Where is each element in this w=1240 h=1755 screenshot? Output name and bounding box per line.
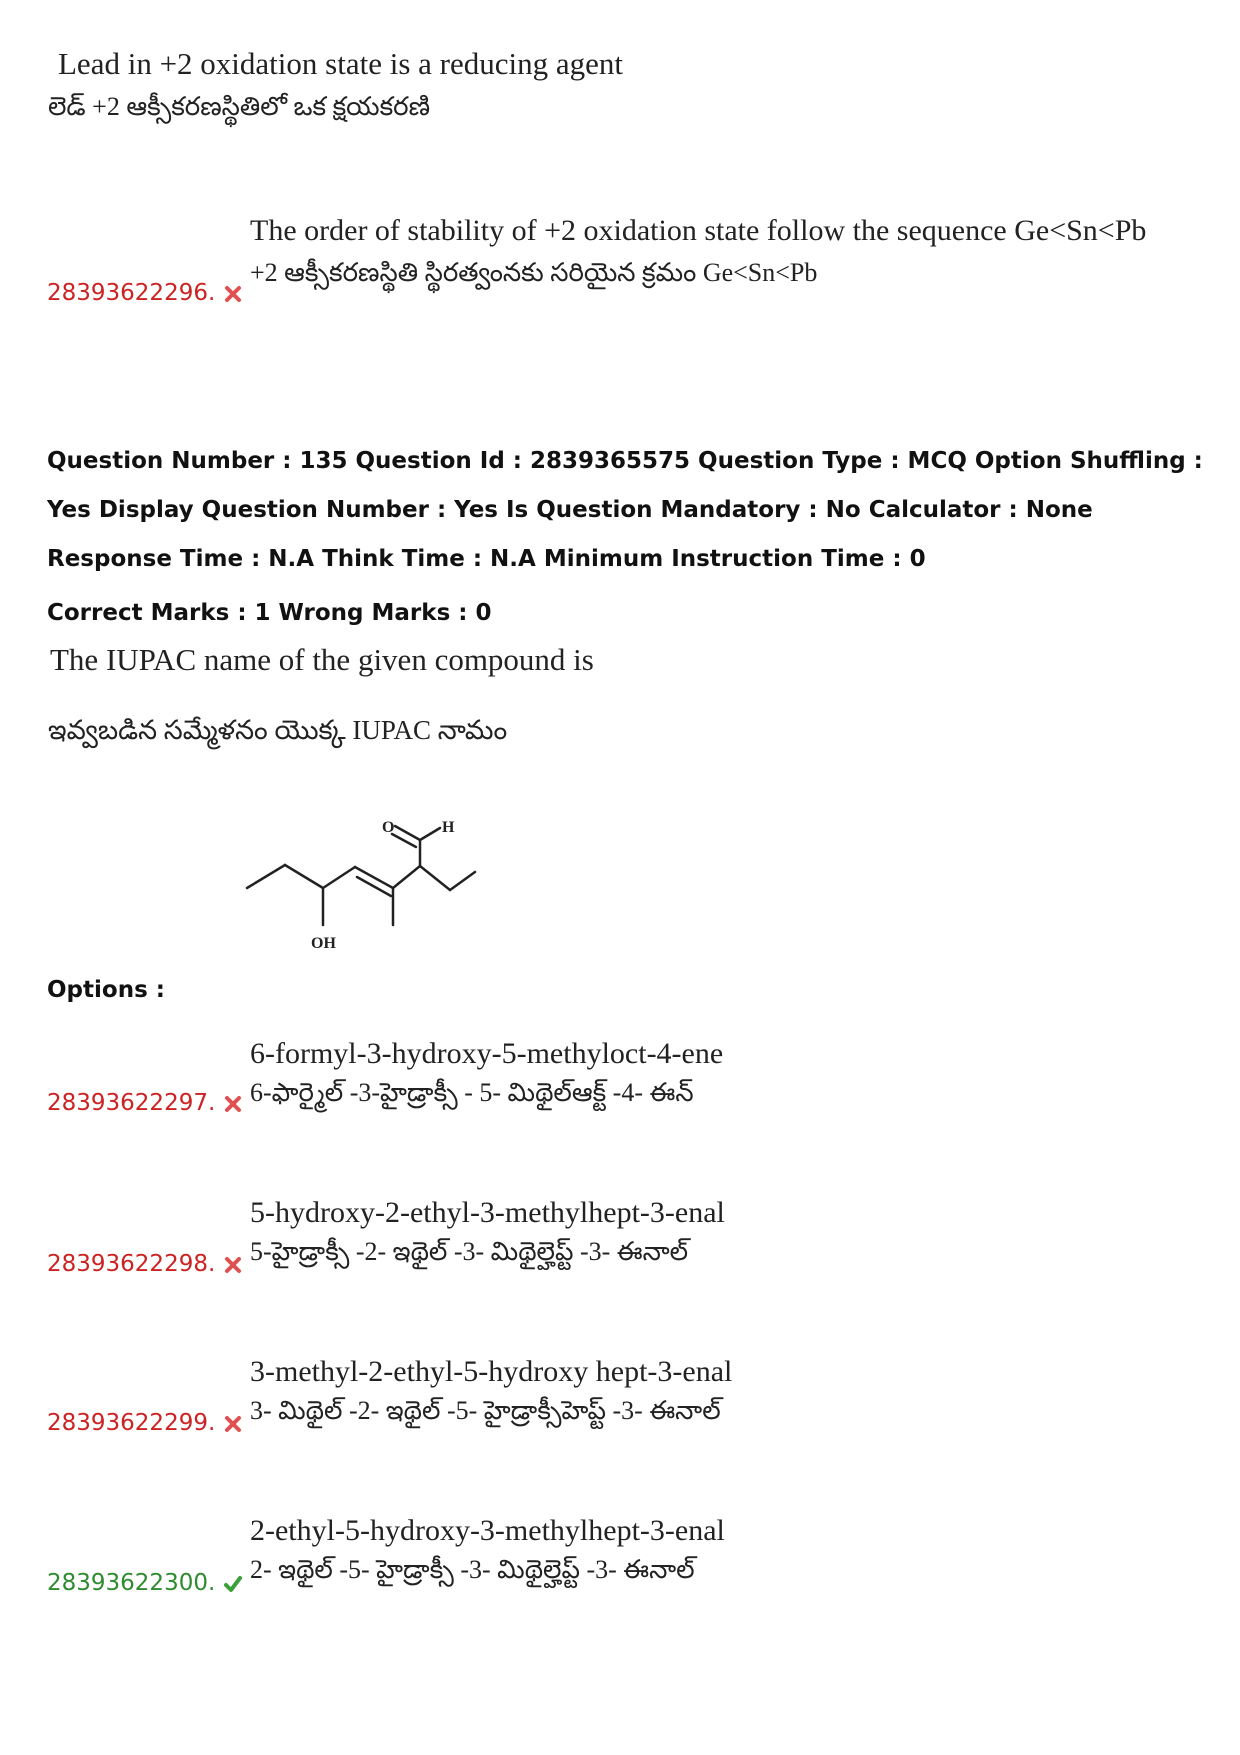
bond-c3-c2	[393, 866, 420, 888]
hydroxyl-label: OH	[311, 935, 336, 952]
previous-option-text-en: Lead in +2 oxidation state is a reducing agent	[58, 46, 623, 81]
option-4-text-en: 2-ethyl-5-hydroxy-3-methylhept-3-enal	[250, 1514, 725, 1547]
previous-option-d-id	[47, 280, 243, 306]
option-3-text-te: 3- మిథైల్ -2- ఇథైల్ -5- హైడ్రాక్సీహెప్ట్ -3- ఈనాల్	[250, 1396, 721, 1425]
hydrogen-label: H	[442, 819, 455, 836]
bond-c1-h	[420, 828, 440, 840]
option-3-id	[47, 1410, 243, 1436]
question-meta: Question Number : 135 Question Id : 2839365575 Question Type : MCQ Option Shuffling : Yes Display Question Number : Yes Is Question Mandatory : No Calculator : None Response Time : N.A Think Time : N.A Minimum Instruction Time : 0	[47, 448, 1203, 572]
bond-c6-c5	[285, 865, 323, 888]
question-text-en: The IUPAC name of the given compound is	[50, 642, 594, 677]
option-1-id	[47, 1090, 243, 1116]
option-id-text: 28393622298.	[47, 1251, 216, 1277]
option-id-text: 28393622300.	[47, 1570, 216, 1596]
bond-c2-ethyl-a	[420, 866, 450, 890]
bond-c7-c6	[247, 865, 285, 888]
wrong-cross-icon	[223, 1255, 243, 1275]
wrong-cross-icon	[223, 1094, 243, 1114]
option-1-text-en: 6-formyl-3-hydroxy-5-methyloct-4-ene	[250, 1037, 724, 1070]
wrong-cross-icon	[223, 1414, 243, 1434]
bond-c5-c4	[323, 867, 355, 888]
wrong-cross-icon	[223, 284, 243, 304]
option-2-text-en: 5-hydroxy-2-ethyl-3-methylhept-3-enal	[250, 1196, 725, 1229]
previous-option-d-text-te: +2 ఆక్సీకరణస్థితి స్థిరత్వంనకు సరియైన క్రమం Ge<Sn<Pb	[250, 258, 818, 287]
option-id-text: 28393622297.	[47, 1090, 216, 1116]
previous-option-text-te: లెడ్ +2 ఆక్సీకరణస్థితిలో ఒక క్షయకరణి	[48, 92, 431, 121]
option-2-text-te: 5-హైడ్రాక్సీ -2- ఇథైల్ -3- మిథైల్హెప్ట్ -3- ఈనాల్	[250, 1237, 689, 1266]
option-2-id	[47, 1251, 243, 1277]
bond-ethyl-b	[450, 872, 475, 890]
bond-c4-c3-double-b	[357, 877, 391, 896]
option-4-text-te: 2- ఇథైల్ -5- హైడ్రాక్సీ -3- మిథైల్హెప్ట్ -3- ఈనాల్	[250, 1555, 695, 1584]
option-id-text: 28393622299.	[47, 1410, 216, 1436]
correct-check-icon	[223, 1574, 243, 1594]
previous-option-d-text-en: The order of stability of +2 oxidation state follow the sequence Ge<Sn<Pb	[250, 214, 1147, 247]
options-label: Options :	[47, 977, 165, 1003]
compound-structure	[235, 800, 495, 970]
option-4-id	[47, 1570, 243, 1596]
bond-c4-c3-double-a	[355, 867, 393, 888]
oxygen-label: O	[382, 819, 395, 836]
question-marks: Correct Marks : 1 Wrong Marks : 0	[47, 600, 492, 626]
option-1-text-te: 6-ఫార్మైల్ -3-హైడ్రాక్సీ - 5- మిథైల్ఆక్ట్ -4- ఈన్	[250, 1078, 694, 1107]
question-text-te: ఇవ్వబడిన సమ్మేళనం యొక్క IUPAC నామం	[48, 715, 508, 745]
option-3-text-en: 3-methyl-2-ethyl-5-hydroxy hept-3-enal	[250, 1355, 733, 1388]
option-id-text: 28393622296.	[47, 280, 216, 306]
